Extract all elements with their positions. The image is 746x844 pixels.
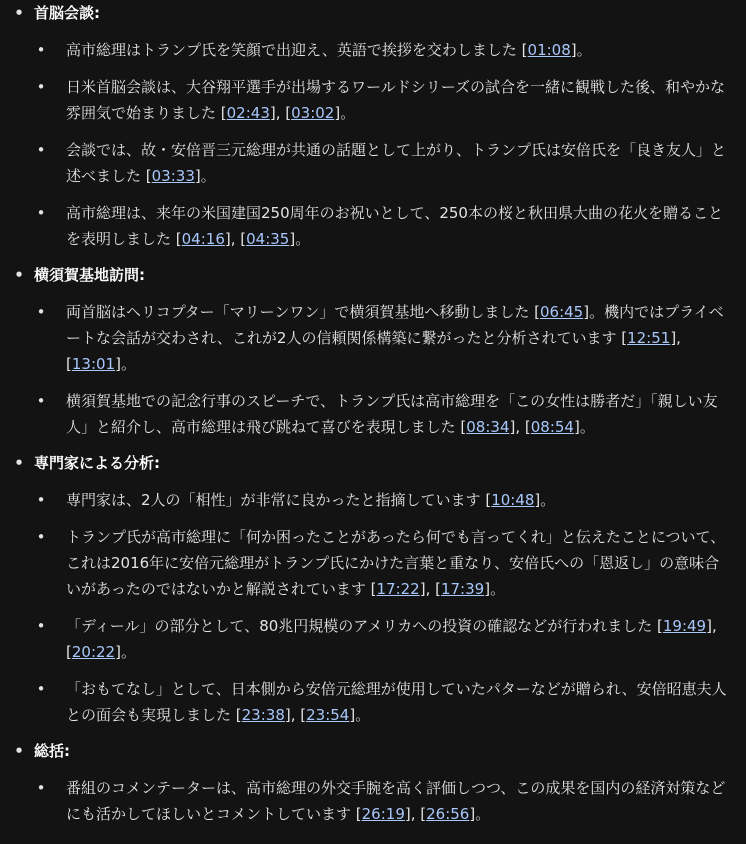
- section-item: [14, 738, 734, 827]
- item-end-text: 。: [200, 167, 216, 185]
- timestamp-link[interactable]: 17:39: [440, 580, 485, 598]
- bullet-icon: •: [36, 617, 46, 635]
- item-body-text: 高市総理はトランプ氏を笑顔で出迎え、英語で挨拶を交わしました: [66, 41, 522, 59]
- item-text: 会談では、故・安倍晋三元総理が共通の話題として上がり、トランプ氏は安倍氏を「良き友人」と述べました [03:33]。: [66, 141, 727, 185]
- item-body-text: 両首脳はヘリコプター「マリーンワン」で横須賀基地へ移動しました: [66, 303, 535, 321]
- item-text: 日米首脳会談は、大谷翔平選手が出場するワールドシリーズの試合を一緒に観戦した後、和やかな雰囲気で始まりました [02:43], [03:02]。: [66, 78, 725, 122]
- item-end-text: 。: [120, 355, 136, 373]
- item-text: 両首脳はヘリコプター「マリーンワン」で横須賀基地へ移動しました [06:45]。機内ではプライベートな会話が交わされ、これが2人の信頼関係構築に繋がったと分析されています [12:51], [13:01]。: [66, 303, 724, 373]
- bullet-icon: •: [36, 392, 46, 410]
- item-text: 高市総理は、来年の米国建国250周年のお祝いとして、250本の桜と秋田県大曲の花火を贈ることを表明しました [04:16], [04:35]。: [66, 204, 723, 248]
- item-end-text: 。: [576, 41, 592, 59]
- item-end-text: 。: [355, 706, 371, 724]
- timestamp-link[interactable]: 08:34: [466, 418, 510, 436]
- bullet-icon: •: [36, 41, 46, 59]
- list-item: [34, 137, 734, 189]
- item-body-text: 日米首脳会談は、大谷翔平選手が出場するワールドシリーズの試合を一緒に観戦した後、和やかな雰囲気で始まりました: [66, 78, 725, 122]
- item-text: 高市総理はトランプ氏を笑顔で出迎え、英語で挨拶を交わしました [01:08]。: [66, 41, 592, 59]
- bullet-icon: •: [14, 742, 24, 760]
- list-item: [34, 299, 734, 377]
- item-body-text: トランプ氏が高市総理に「何か困ったことがあったら何でも言ってくれ」と伝えたことについて、これは2016年に安倍元総理がトランプ氏にかけた言葉と重なり、安倍氏への「恩返し」の意味合いがあったのではないかと解説されています: [66, 528, 726, 598]
- bullet-icon: •: [14, 454, 24, 472]
- list-item: [34, 388, 734, 440]
- sub-list: [34, 775, 734, 827]
- timestamp-link[interactable]: 23:54: [306, 706, 350, 724]
- bullet-icon: •: [36, 491, 46, 509]
- section-item: [14, 0, 734, 252]
- item-text: 横須賀基地での記念行事のスピーチで、トランプ氏は高市総理を「この女性は勝者だ」「親しい友人」と紹介し、高市総理は飛び跳ねて喜びを表現しました [08:34], [08:54]。: [66, 392, 718, 436]
- bullet-icon: •: [36, 680, 46, 698]
- item-text: 専門家は、2人の「相性」が非常に良かったと指摘しています [10:48]。: [66, 491, 556, 509]
- sub-list: [34, 37, 734, 252]
- bullet-icon: •: [14, 266, 24, 284]
- list-item: [34, 74, 734, 126]
- timestamp-link[interactable]: 02:43: [226, 104, 270, 122]
- item-end-text: 。: [295, 230, 311, 248]
- timestamp-link[interactable]: 26:19: [361, 805, 405, 823]
- bullet-icon: •: [36, 303, 46, 321]
- section-item: [14, 262, 734, 440]
- item-body-text: 高市総理は、来年の米国建国250周年のお祝いとして、250本の桜と秋田県大曲の花火を贈ることを表明しました: [66, 204, 723, 248]
- list-item: [34, 200, 734, 252]
- bullet-icon: •: [36, 141, 46, 159]
- section-item: [14, 450, 734, 728]
- summary-list: [14, 0, 734, 827]
- list-item: [34, 775, 734, 827]
- item-body-text: 会談では、故・安倍晋三元総理が共通の話題として上がり、トランプ氏は安倍氏を「良き友人」と述べました: [66, 141, 727, 185]
- item-end-text: 。: [120, 643, 136, 661]
- list-item: [34, 613, 734, 665]
- timestamp-link[interactable]: 03:02: [291, 104, 335, 122]
- list-item: [34, 524, 734, 602]
- section-title: 専門家による分析:: [34, 454, 160, 472]
- item-end-text: 。: [579, 418, 595, 436]
- section-title: 総括:: [34, 742, 70, 760]
- item-end-text: 。機内ではプライベートな会話が交わされ、これが2人の信頼関係構築に繋がったと分析されています: [66, 303, 724, 347]
- list-item: [34, 487, 734, 513]
- timestamp-link[interactable]: 08:54: [530, 418, 574, 436]
- item-end-text: 。: [340, 104, 356, 122]
- sub-list: [34, 487, 734, 728]
- item-body-text: 「おもてなし」として、日本側から安倍元総理が使用していたパターなどが贈られ、安倍昭恵夫人との面会も実現しました: [66, 680, 727, 724]
- bullet-icon: •: [36, 779, 46, 797]
- timestamp-link[interactable]: 20:22: [71, 643, 116, 661]
- timestamp-link[interactable]: 04:16: [181, 230, 225, 248]
- section-title: 首脳会談:: [34, 4, 100, 22]
- item-text: 「おもてなし」として、日本側から安倍元総理が使用していたパターなどが贈られ、安倍昭恵夫人との面会も実現しました [23:38], [23:54]。: [66, 680, 727, 724]
- timestamp-link[interactable]: 12:51: [627, 329, 671, 347]
- section-title: 横須賀基地訪問:: [34, 266, 145, 284]
- bullet-icon: •: [36, 528, 46, 546]
- item-text: 番組のコメンテーターは、高市総理の外交手腕を高く評価しつつ、この成果を国内の経済対策などにも活かしてほしいとコメントしています [26:19], [26:56]。: [66, 779, 726, 823]
- list-item: [34, 676, 734, 728]
- timestamp-link[interactable]: 23:38: [241, 706, 285, 724]
- timestamp-link[interactable]: 10:48: [491, 491, 535, 509]
- timestamp-link[interactable]: 01:08: [527, 41, 571, 59]
- timestamp-link[interactable]: 03:33: [151, 167, 195, 185]
- bullet-icon: •: [36, 204, 46, 222]
- item-body-text: 番組のコメンテーターは、高市総理の外交手腕を高く評価しつつ、この成果を国内の経済対策などにも活かしてほしいとコメントしています: [66, 779, 726, 823]
- timestamp-link[interactable]: 17:22: [376, 580, 420, 598]
- item-end-text: 。: [475, 805, 491, 823]
- timestamp-link[interactable]: 13:01: [71, 355, 116, 373]
- timestamp-link[interactable]: 06:45: [539, 303, 584, 321]
- item-text: トランプ氏が高市総理に「何か困ったことがあったら何でも言ってくれ」と伝えたことについて、これは2016年に安倍元総理がトランプ氏にかけた言葉と重なり、安倍氏への「恩返し」の意味合いがあったのではないかと解説されています [17:22], [17:39]。: [66, 528, 726, 598]
- item-body-text: 専門家は、2人の「相性」が非常に良かったと指摘しています: [66, 491, 486, 509]
- bullet-icon: •: [14, 4, 24, 22]
- item-body-text: 横須賀基地での記念行事のスピーチで、トランプ氏は高市総理を「この女性は勝者だ」「親しい友人」と紹介し、高市総理は飛び跳ねて喜びを表現しました: [66, 392, 718, 436]
- timestamp-link[interactable]: 04:35: [246, 230, 290, 248]
- bullet-icon: •: [36, 78, 46, 96]
- timestamp-link[interactable]: 26:56: [426, 805, 470, 823]
- item-body-text: 「ディール」の部分として、80兆円規模のアメリカへの投資の確認などが行われました: [66, 617, 658, 635]
- list-item: [34, 37, 734, 63]
- item-end-text: 。: [490, 580, 506, 598]
- item-end-text: 。: [540, 491, 556, 509]
- item-text: 「ディール」の部分として、80兆円規模のアメリカへの投資の確認などが行われました [19:49], [20:22]。: [66, 617, 717, 661]
- timestamp-link[interactable]: 19:49: [662, 617, 707, 635]
- sub-list: [34, 299, 734, 440]
